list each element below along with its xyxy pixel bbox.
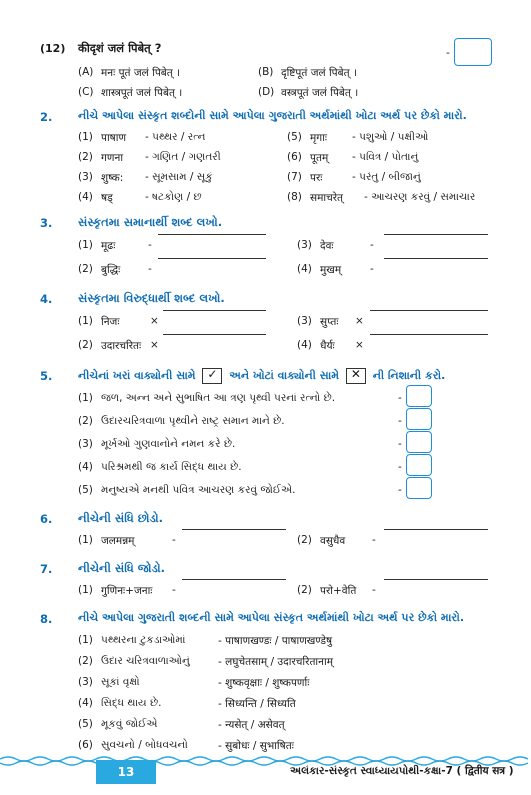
option-label: (A)	[78, 66, 94, 78]
item-number: (2)	[78, 339, 93, 351]
item-number: (3)	[78, 676, 93, 688]
item-number: (1)	[78, 534, 93, 546]
option-label: (B)	[258, 66, 274, 78]
answer-line[interactable]	[182, 529, 286, 530]
gujarati-word: સુવચનો / બોધવચનો	[101, 739, 188, 751]
answer-dash: -	[398, 392, 402, 404]
heading-part: ની નિશાની કરો.	[372, 369, 446, 382]
section-heading: નીચે આપેલા સંસ્કૃત શબ્દોની સામે આપેલા ગુજરાતી અર્થમાંથી ખોટા અર્થ પર છેકો મારો.	[78, 109, 467, 122]
gujarati-word: મૂકવું જોઈએ	[101, 718, 158, 730]
separator: -	[172, 584, 176, 596]
tick-symbol: ✓	[207, 367, 218, 381]
cross-symbol: ✕	[350, 367, 361, 381]
sanskrit-word: पाषाण	[101, 132, 127, 144]
sanskrit-word: गणना	[101, 152, 124, 164]
item-number: (2)	[78, 263, 93, 275]
page-number-badge: 13	[96, 760, 156, 784]
statement-text: મૂર્ખઓ ગુણવાનોને નમન કરે છે.	[101, 438, 236, 450]
item-number: (2)	[78, 151, 93, 163]
sanskrit-word: मृगाः	[310, 132, 328, 144]
separator: -	[372, 534, 376, 546]
sanskrit-word: परः	[310, 172, 323, 184]
option-text: शास्त्रपूतं जलं पिबेत् ।	[101, 87, 183, 99]
sanskrit-word: मुखम्	[320, 264, 342, 276]
separator: -	[148, 239, 152, 251]
heading-part: અને ખોટાં વાક્યોની સામે	[229, 369, 340, 382]
separator: -	[372, 584, 376, 596]
section-heading: સંસ્કૃતમા સમાનાર્થી શબ્દ લખો.	[78, 215, 223, 229]
gujarati-meaning: - સૂમસામ / સૂકું	[145, 171, 213, 183]
separator: -	[148, 263, 152, 275]
answer-line[interactable]	[163, 334, 266, 335]
sanskrit-word: समाचरेत्	[310, 192, 344, 204]
option-text: वस्त्रपूतं जलं पिबेत् ।	[281, 87, 359, 99]
separator: -	[370, 239, 374, 251]
book-title: અલંકાર-સંસ્કૃત સ્વાધ્યાયપોથી-કક્ષા-7 ( द्वितीय सत्र )	[290, 765, 514, 777]
statement-text: મનુષ્યએ મનથી પવિત્ર આચરણ કરવું જોઈએ.	[101, 484, 296, 496]
option-label: (C)	[78, 86, 94, 98]
separator: ×	[355, 339, 364, 351]
answer-box[interactable]	[406, 477, 432, 499]
section-number: 2.	[40, 110, 53, 124]
item-number: (1)	[78, 239, 93, 251]
separator: -	[370, 263, 374, 275]
gujarati-meaning: - આચરણ કરવું / સમાચાર	[364, 191, 476, 203]
answer-line[interactable]	[182, 579, 286, 580]
tick-mark-icon	[202, 368, 222, 384]
gujarati-meaning: - પરંતુ / બીજાનું	[352, 171, 421, 183]
answer-line[interactable]	[384, 579, 488, 580]
question-text: कीदृशं जलं पिबेत् ?	[78, 41, 162, 55]
gujarati-meaning: - પશુઓ / પક્ષીઓ	[352, 131, 429, 143]
answer-dash: -	[398, 415, 402, 427]
section-number: 4.	[40, 292, 53, 306]
statement-text: જળ, અન્ન અને સુભાષિત આ ત્રણ પૃથ્વી પરનાં રત્નો છે.	[101, 392, 336, 404]
item-number: (6)	[78, 739, 93, 751]
answer-line[interactable]	[163, 310, 266, 311]
gujarati-meaning: - ગણિત / ગણતરી	[145, 151, 221, 163]
cross-mark-icon	[346, 368, 366, 384]
sanskrit-meaning: - सुबोधः / सुभाषितः	[218, 740, 294, 752]
item-number: (3)	[297, 315, 312, 327]
question-number: (12)	[40, 42, 66, 55]
item-number: (4)	[78, 191, 93, 203]
item-number: (3)	[78, 171, 93, 183]
sanskrit-word: सुप्तः	[320, 316, 339, 328]
answer-box[interactable]	[406, 385, 432, 407]
separator: ×	[355, 315, 364, 327]
item-number: (1)	[78, 634, 93, 646]
item-number: (6)	[287, 151, 302, 163]
sanskrit-word: देवः	[320, 240, 334, 252]
statement-text: ઉદારચરિત્રવાળા પૃથ્વીને રાષ્ટ્ર સમાન માને છે.	[101, 415, 285, 427]
answer-dash: -	[446, 47, 450, 59]
item-number: (4)	[297, 263, 312, 275]
heading-part: નીચેનાં ખરાં વાક્યોની સામે	[78, 369, 196, 382]
gujarati-meaning: - પવિત્ર / પોતાનું	[352, 151, 419, 163]
item-number: (1)	[78, 584, 93, 596]
gujarati-word: સિદ્ધ થાય છે.	[101, 697, 162, 709]
sanskrit-word: गुणिनः+जनाः	[101, 585, 153, 597]
answer-box[interactable]	[406, 408, 432, 430]
sanskrit-word: पूतम्	[310, 152, 329, 164]
item-number: (5)	[78, 484, 93, 496]
item-number: (4)	[78, 461, 93, 473]
item-number: (4)	[297, 339, 312, 351]
section-number: 7.	[40, 562, 53, 576]
item-number: (3)	[297, 239, 312, 251]
sanskrit-word: जलमन्नम्	[101, 535, 135, 547]
item-number: (1)	[78, 131, 93, 143]
sanskrit-meaning: - लघुचेतसाम् / उदारचरितानाम्	[218, 656, 333, 668]
section-heading: નીચેની સંધિ છોડો.	[78, 511, 164, 525]
item-number: (5)	[287, 131, 302, 143]
answer-line[interactable]	[370, 334, 488, 335]
sanskrit-word: धैर्यः	[320, 340, 335, 352]
sanskrit-word: शुष्क:	[101, 172, 124, 184]
item-number: (7)	[287, 171, 302, 183]
separator: ×	[150, 315, 159, 327]
sanskrit-word: वसुधैव	[320, 535, 346, 547]
option-text: मनः पूतं जलं पिबेत् ।	[101, 67, 181, 79]
item-number: (1)	[78, 392, 93, 404]
section-heading: નીચે આપેલા ગુજરાતી શબ્દની સામે આપેલા સંસ્કૃત અર્થમાંથી ખોટા અર્થ પર છેકો મારો.	[78, 611, 465, 624]
section-number: 3.	[40, 216, 53, 230]
item-number: (3)	[78, 438, 93, 450]
gujarati-word: સૂકાં વૃક્ષો	[101, 676, 140, 688]
answer-line[interactable]	[384, 258, 488, 259]
sanskrit-word: बुद्धिः	[101, 264, 121, 276]
answer-box[interactable]	[454, 38, 492, 66]
item-number: (1)	[78, 315, 93, 327]
answer-line[interactable]	[370, 310, 488, 311]
item-number: (2)	[297, 584, 312, 596]
gujarati-meaning: - પથ્થર / રત્ન	[145, 131, 206, 143]
answer-box[interactable]	[406, 454, 432, 476]
answer-dash: -	[398, 484, 402, 496]
answer-dash: -	[398, 461, 402, 473]
answer-box[interactable]	[406, 431, 432, 453]
sanskrit-word: षड्	[101, 192, 113, 204]
section-number: 8.	[40, 612, 53, 626]
answer-line[interactable]	[384, 529, 488, 530]
item-number: (4)	[78, 697, 93, 709]
sanskrit-meaning: - पाषाणखण्डः / पाषाणखण्डेषु	[218, 635, 333, 647]
item-number: (5)	[78, 718, 93, 730]
item-number: (8)	[287, 191, 302, 203]
gujarati-word: ઉદાર ચરિત્રવાળાઓનું	[101, 655, 190, 667]
section-number: 6.	[40, 512, 53, 526]
item-number: (2)	[78, 655, 93, 667]
item-number: (2)	[297, 534, 312, 546]
separator: -	[172, 534, 176, 546]
section-heading: સંસ્કૃતમા વિરુદ્ધાર્થી શબ્દ લખો.	[78, 291, 225, 305]
option-text: दृष्टिपूतं जलं पिबेत् ।	[281, 67, 357, 79]
gujarati-meaning: - ષટકોણ / છ	[145, 191, 202, 203]
option-label: (D)	[258, 86, 275, 98]
sanskrit-word: परो+वेति	[320, 585, 357, 597]
statement-text: પરિશ્રમથી જ કાર્ય સિદ્ધ થાય છે.	[101, 461, 242, 473]
answer-dash: -	[398, 438, 402, 450]
section-number: 5.	[40, 369, 53, 383]
sanskrit-meaning: - न्यसेत् / असेवत्	[218, 719, 285, 731]
sanskrit-meaning: - सिध्यन्ति / सिध्यति	[218, 698, 296, 710]
section-heading: નીચેની સંધિ જોડો.	[78, 561, 166, 575]
gujarati-word: પથ્થરના ટુકડાઓમાં	[101, 634, 186, 646]
sanskrit-meaning: - शुष्कवृक्षाः / शुष्कपर्णाः	[218, 677, 310, 689]
section-heading	[78, 368, 445, 384]
sanskrit-word: मूढः	[101, 240, 116, 252]
answer-line[interactable]	[158, 234, 266, 235]
separator: ×	[150, 339, 159, 351]
answer-line[interactable]	[158, 258, 266, 259]
sanskrit-word: उदारचरितः	[101, 340, 142, 352]
sanskrit-word: निजः	[101, 316, 120, 328]
item-number: (2)	[78, 415, 93, 427]
answer-line[interactable]	[384, 234, 488, 235]
